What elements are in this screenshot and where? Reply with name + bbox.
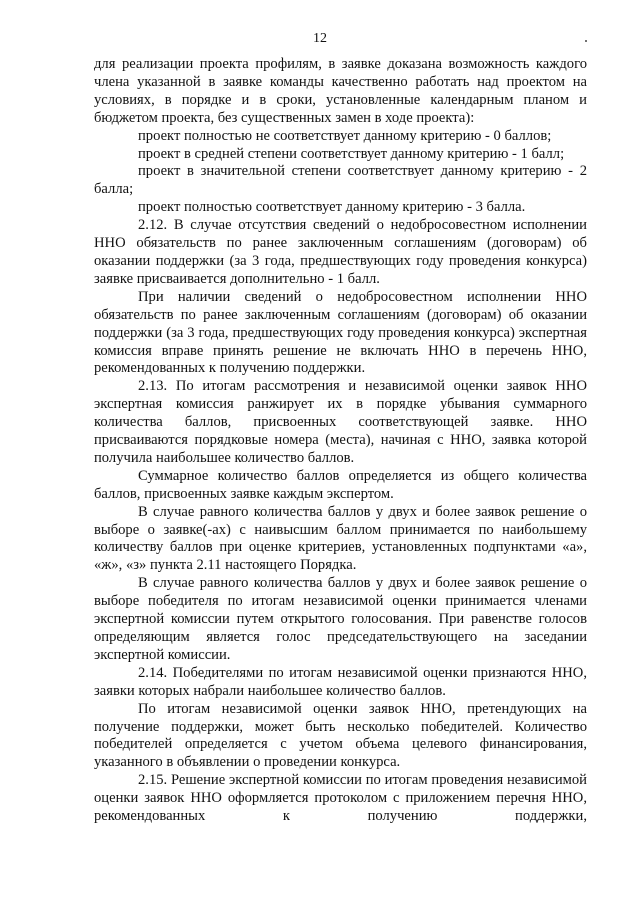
clause-2-13-tie-criteria: В случае равного количества баллов у двух и более заявок решение о выборе о заявке(-ах) с наивысшим баллом принимается по наибольшему количеству баллов при оценке критериев, установленных подпунктами «а», «ж», «з» пункта 2.11 настоящего Порядка. [94,503,587,574]
document-body [94,56,587,826]
clause-2-15: 2.15. Решение экспертной комиссии по итогам проведения независимой оценки заявок ННО оформляется протоколом с приложением перечня ННО, рекомендованных к получению поддержки, [94,772,587,825]
scan-speck [585,40,587,42]
clause-2-13-total-score: Суммарное количество баллов определяется из общего количества баллов, присвоенных заявке каждым экспертом. [94,467,587,502]
paragraph-project-criteria-end: для реализации проекта профилям, в заявке доказана возможность каждого члена указанной в заявке команды качественно работать над проектом на условиях, в порядке и в сроки, установленные календарным планом и бюджетом проекта, без существенных замен в ходе проекта): [94,56,587,126]
clause-2-12-exclusion: При наличии сведений о недобросовестном исполнении ННО обязательств по ранее заключенным соглашениям (договорам) об оказании поддержки (за 3 года, предшествующих году проведения конкурса) экспертная комиссия вправе принять решение не включать ННО в перечень ННО, рекомендованных к получению поддержки. [94,288,587,377]
clause-2-12: 2.12. В случае отсутствия сведений о недобросовестном исполнении ННО обязательств по ранее заключенным соглашениям (договорам) об оказании поддержки (за 3 года, предшествующих году проведения конкурса) заявке присваивается дополнительно - 1 балл. [94,217,587,287]
score-option-3: проект полностью соответствует данному критерию - 3 балла. [138,199,526,216]
clause-2-14-multiple-winners: По итогам независимой оценки заявок ННО, претендующих на получение поддержки, может быть несколько победителей. Количество победителей определяется с учетом объема целевого финансирования, указанного в объявлении о проведении конкурса. [94,700,587,771]
clause-2-14: 2.14. Победителями по итогам независимой оценки признаются ННО, заявки которых набрали наибольшее количество баллов. [94,664,587,699]
clause-2-13: 2.13. По итогам рассмотрения и независимой оценки заявок ННО экспертная комиссия ранжирует их в порядке убывания суммарного количества баллов, присвоенных соответствующей заявке. ННО присваиваются порядковые номера (места), начиная с ННО, заявка которой получила наибольшее количество баллов. [94,378,587,466]
score-option-0: проект полностью не соответствует данному критерию - 0 баллов; [138,127,552,144]
clause-2-13-tie-vote: В случае равного количества баллов у двух и более заявок решение о выборе победителя по итогам независимой оценки принимается членами экспертной комиссии путем открытого голосования. При равенстве голосов определяющим является голос председательствующего на заседании экспертной комиссии. [94,575,587,663]
score-option-1: проект в средней степени соответствует данному критерию - 1 балл; [138,145,565,162]
page-number: 12 [313,31,327,46]
score-option-2: проект в значительной степени соответствует данному критерию - 2 балла; [94,163,587,198]
